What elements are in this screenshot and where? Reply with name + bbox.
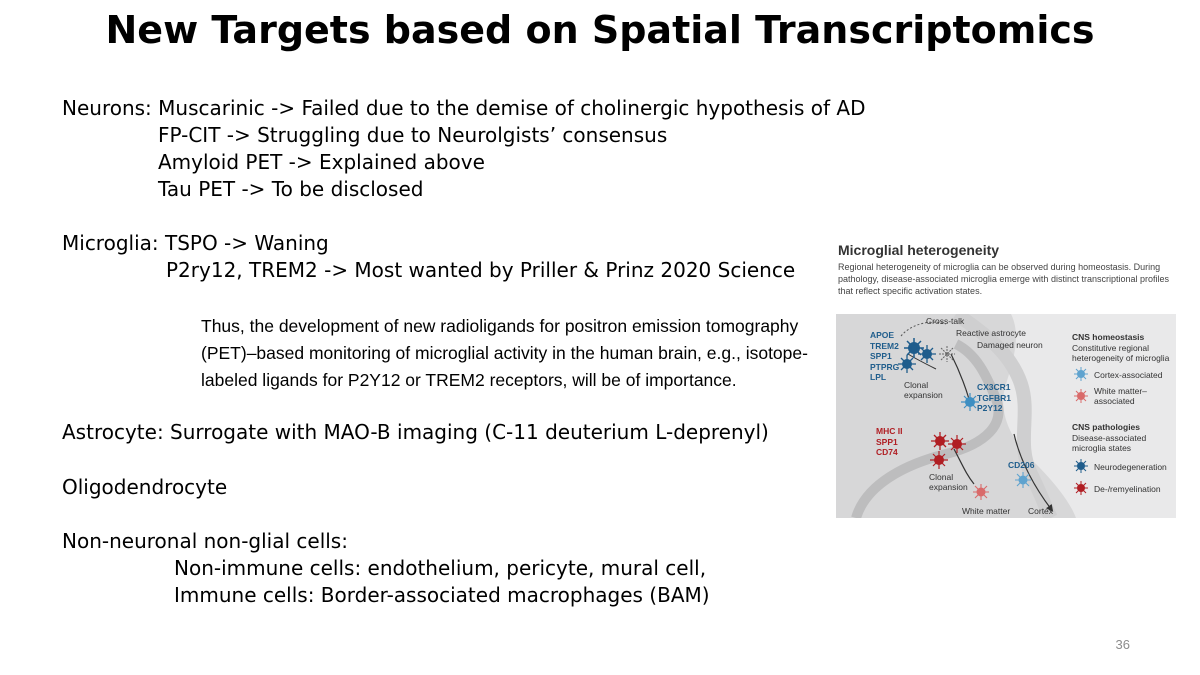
white-matter-associated-icon bbox=[1072, 388, 1090, 404]
neurodegeneration-icon bbox=[1072, 458, 1090, 474]
figure-subtitle: Regional heterogeneity of microglia can be observed during homeostasis. During pathology, disease-associated microglia emerge with distinct transcriptional profiles that reflect specific activation states. bbox=[838, 262, 1169, 296]
figure-title: Microglial heterogeneity bbox=[838, 242, 1000, 258]
legend-pathologies-title: CNS pathologies bbox=[1072, 422, 1141, 432]
remyelination-icon bbox=[1072, 480, 1090, 496]
label-cd206: CD206 bbox=[1008, 460, 1035, 470]
non-immune-line: Non-immune cells: endothelium, pericyte, mural cell, bbox=[174, 556, 707, 580]
microglia-line: Microglia: TSPO -> Waning bbox=[62, 231, 329, 255]
legend-cortex-associated: Cortex-associated bbox=[1094, 370, 1163, 380]
tau-pet-line: Tau PET -> To be disclosed bbox=[158, 177, 424, 201]
non-neuronal-line: Non-neuronal non-glial cells: bbox=[62, 529, 348, 553]
reactive-astrocyte-icon bbox=[936, 344, 958, 364]
markers-blue bbox=[870, 330, 899, 383]
marker-spp1-red: SPP1 bbox=[876, 436, 898, 447]
amyloid-pet-line: Amyloid PET -> Explained above bbox=[158, 150, 485, 174]
neurodegeneration-microglia-icon bbox=[896, 354, 918, 374]
label-reactive-astrocyte: Reactive astrocyte bbox=[956, 328, 1026, 338]
legend-neurodegeneration: Neurodegeneration bbox=[1094, 462, 1167, 472]
label-cortex: Cortex bbox=[1028, 506, 1054, 516]
marker-cx3cr1: CX3CR1 bbox=[977, 382, 1011, 392]
white-matter-microglia-icon bbox=[970, 482, 992, 502]
markers-cortex bbox=[977, 382, 1011, 414]
marker-trem2: TREM2 bbox=[870, 340, 899, 351]
slide-title: New Targets based on Spatial Transcriptomics bbox=[105, 8, 1095, 52]
legend-homeostasis-title: CNS homeostasis bbox=[1072, 332, 1145, 342]
marker-ptprg: PTPRG bbox=[870, 361, 900, 372]
p2ry12-line: P2ry12, TREM2 -> Most wanted by Priller & Prinz 2020 Science bbox=[166, 258, 796, 282]
label-damaged-neuron: Damaged neuron bbox=[977, 340, 1043, 350]
label-clonal-expansion-1: Clonal expansion bbox=[904, 380, 943, 400]
legend-white-matter-associated: White matter–associated bbox=[1094, 386, 1147, 406]
cortex-associated-icon bbox=[1072, 366, 1090, 382]
marker-apoe: APOE bbox=[870, 330, 895, 340]
marker-p2y12: P2Y12 bbox=[977, 403, 1003, 413]
marker-cd74: CD74 bbox=[876, 447, 898, 457]
neurons-line: Neurons: Muscarinic -> Failed due to the demise of cholinergic hypothesis of AD bbox=[62, 96, 866, 120]
marker-mhc-ii: MHC II bbox=[876, 426, 903, 436]
legend-homeostasis-sub: Constitutive regional heterogeneity of microglia bbox=[1072, 343, 1170, 363]
fp-cit-line: FP-CIT -> Struggling due to Neurolgists’ consensus bbox=[158, 123, 668, 147]
page-number: 36 bbox=[1115, 637, 1130, 652]
figure-panel bbox=[836, 314, 1176, 518]
microglia-figure bbox=[836, 238, 1176, 518]
demyelination-microglia-icon bbox=[928, 450, 950, 470]
marker-lpl: LPL bbox=[870, 372, 887, 382]
label-cross-talk: Cross-talk bbox=[926, 316, 965, 326]
label-white-matter: White matter bbox=[962, 506, 1011, 516]
marker-tgfbr1: TGFBR1 bbox=[977, 392, 1011, 403]
quote-text: Thus, the development of new radioligands for positron emission tomography (PET)–based monitoring of microglial activity in the human brain, e.g., isotope-labeled ligands for P2Y12 or TREM2 receptors, will be of importance. bbox=[201, 316, 808, 390]
oligodendrocyte-line: Oligodendrocyte bbox=[62, 475, 228, 499]
legend-pathologies-sub: Disease-associated microglia states bbox=[1072, 433, 1147, 453]
quote-block bbox=[201, 313, 811, 394]
neurodegeneration-microglia-icon bbox=[916, 344, 938, 364]
cortex-microglia-icon bbox=[1012, 470, 1034, 490]
label-clonal-expansion-2: Clonal expansion bbox=[929, 472, 968, 492]
astrocyte-line: Astrocyte: Surrogate with MAO-B imaging (C-11 deuterium L-deprenyl) bbox=[62, 420, 769, 444]
immune-cells-line: Immune cells: Border-associated macrophages (BAM) bbox=[174, 583, 710, 607]
legend-remyelination: De-/remyelination bbox=[1094, 484, 1161, 494]
markers-red bbox=[876, 426, 902, 458]
marker-spp1: SPP1 bbox=[870, 351, 892, 361]
